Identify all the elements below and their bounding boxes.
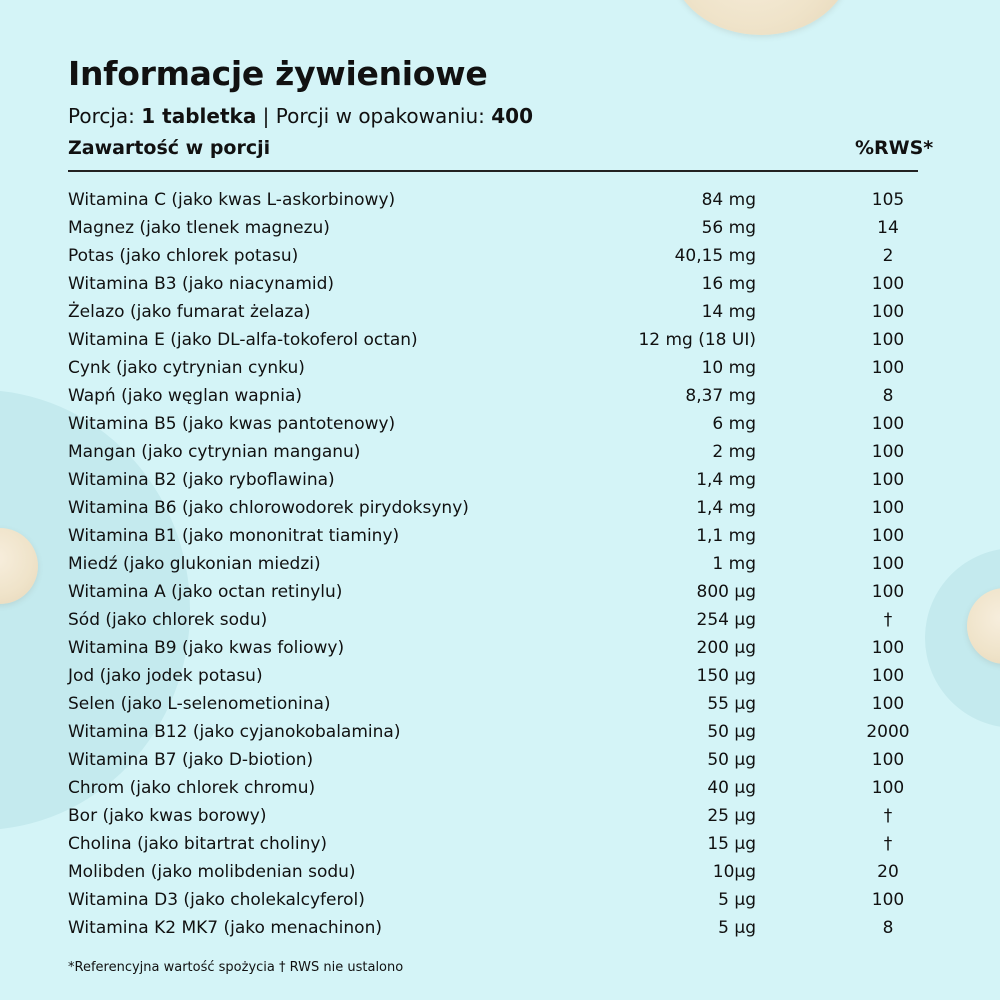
nutrient-row: [68, 326, 918, 354]
nutrient-name: Molibden (jako molibdenian sodu): [68, 862, 356, 882]
nutrient-name: Magnez (jako tlenek magnezu): [68, 218, 330, 238]
nutrient-amount: 254 µg: [696, 610, 756, 630]
nutrient-rws: 100: [871, 554, 905, 574]
nutrient-name: Miedź (jako glukonian miedzi): [68, 554, 321, 574]
nutrient-row: [68, 606, 918, 634]
nutrient-rws: 8: [882, 386, 894, 406]
nutrient-amount: 40,15 mg: [674, 246, 756, 266]
nutrient-row: [68, 914, 918, 942]
nutrient-row: [68, 634, 918, 662]
nutrient-name: Witamina B2 (jako ryboflawina): [68, 470, 335, 490]
nutrient-amount: 10 mg: [701, 358, 756, 378]
nutrient-rws: 8: [882, 918, 894, 938]
nutrient-rws: 100: [871, 330, 905, 350]
nutrient-amount: 25 µg: [707, 806, 756, 826]
serving-value: 1 tabletka: [141, 104, 257, 128]
nutrient-name: Chrom (jako chlorek chromu): [68, 778, 316, 798]
nutrient-row: [68, 774, 918, 802]
nutrient-row: [68, 214, 918, 242]
nutrient-amount: 50 µg: [707, 722, 756, 742]
nutrient-row: [68, 578, 918, 606]
nutrient-rws: 100: [871, 778, 905, 798]
nutrient-rws: 100: [871, 302, 905, 322]
nutrient-row: [68, 466, 918, 494]
nutrient-name: Cynk (jako cytrynian cynku): [68, 358, 305, 378]
nutrient-rws: 14: [877, 218, 899, 238]
nutrient-rws: 100: [871, 890, 905, 910]
nutrient-row: [68, 354, 918, 382]
nutrient-rws: 2000: [866, 722, 910, 742]
nutrient-row: [68, 550, 918, 578]
nutrient-amount: 15 µg: [707, 834, 756, 854]
nutrient-row: [68, 382, 918, 410]
nutrient-rws: 100: [871, 358, 905, 378]
nutrient-name: Bor (jako kwas borowy): [68, 806, 267, 826]
nutrient-amount: 14 mg: [701, 302, 756, 322]
nutrient-row: [68, 410, 918, 438]
servings-count: 400: [491, 104, 533, 128]
nutrient-amount: 55 µg: [707, 694, 756, 714]
nutrient-row: [68, 298, 918, 326]
nutrient-name: Mangan (jako cytrynian manganu): [68, 442, 361, 462]
nutrient-row: [68, 662, 918, 690]
nutrient-row: [68, 690, 918, 718]
nutrient-name: Witamina B12 (jako cyjanokobalamina): [68, 722, 401, 742]
nutrient-name: Żelazo (jako fumarat żelaza): [68, 302, 311, 322]
nutrient-amount: 150 µg: [696, 666, 756, 686]
column-header-content: Zawartość w porcji: [68, 137, 271, 159]
nutrient-amount: 8,37 mg: [685, 386, 756, 406]
nutrient-amount: 5 µg: [718, 918, 756, 938]
nutrient-amount: 16 mg: [701, 274, 756, 294]
nutrient-name: Wapń (jako węglan wapnia): [68, 386, 303, 406]
nutrient-rws: 20: [877, 862, 899, 882]
nutrient-amount: 5 µg: [718, 890, 756, 910]
nutrient-rws: 100: [871, 526, 905, 546]
header-divider: [68, 170, 918, 172]
nutrient-rws: 100: [871, 274, 905, 294]
nutrient-amount: 1,4 mg: [696, 498, 756, 518]
nutrient-name: Witamina D3 (jako cholekalcyferol): [68, 890, 365, 910]
nutrient-rws: 100: [871, 750, 905, 770]
nutrient-row: [68, 886, 918, 914]
nutrient-name: Witamina B3 (jako niacynamid): [68, 274, 335, 294]
nutrient-rws: 100: [871, 414, 905, 434]
nutrient-name: Witamina C (jako kwas L-askorbinowy): [68, 190, 396, 210]
nutrient-name: Jod (jako jodek potasu): [68, 666, 263, 686]
nutrient-name: Witamina E (jako DL-alfa-tokoferol octan): [68, 330, 418, 350]
nutrient-rws: 2: [882, 246, 894, 266]
nutrient-name: Witamina A (jako octan retinylu): [68, 582, 343, 602]
nutrient-name: Selen (jako L-selenometionina): [68, 694, 331, 714]
nutrient-rws: 100: [871, 694, 905, 714]
column-header-rws: %RWS*: [855, 137, 934, 159]
nutrient-table: [68, 186, 918, 942]
nutrient-row: [68, 242, 918, 270]
nutrient-row: [68, 746, 918, 774]
tablet-image-top: [672, 0, 850, 35]
footnote: *Referencyjna wartość spożycia † RWS nie ustalono: [68, 960, 404, 975]
nutrient-rws: 100: [871, 498, 905, 518]
nutrient-amount: 50 µg: [707, 750, 756, 770]
nutrient-row: [68, 802, 918, 830]
nutrient-row: [68, 186, 918, 214]
nutrient-amount: 84 mg: [701, 190, 756, 210]
nutrient-rws: 100: [871, 666, 905, 686]
nutrient-name: Sód (jako chlorek sodu): [68, 610, 268, 630]
nutrient-rws: 100: [871, 582, 905, 602]
nutrient-name: Witamina B7 (jako D-biotion): [68, 750, 314, 770]
serving-separator: | Porcji w opakowaniu:: [256, 104, 492, 128]
nutrient-name: Witamina B1 (jako mononitrat tiaminy): [68, 526, 400, 546]
nutrient-amount: 56 mg: [701, 218, 756, 238]
nutrient-name: Cholina (jako bitartrat choliny): [68, 834, 328, 854]
nutrient-amount: 1 mg: [712, 554, 756, 574]
serving-info: [68, 104, 533, 128]
nutrient-amount: 12 mg (18 UI): [638, 330, 756, 350]
nutrient-rws: †: [883, 806, 893, 826]
nutrient-name: Witamina B5 (jako kwas pantotenowy): [68, 414, 396, 434]
nutrient-rws: 100: [871, 638, 905, 658]
nutrient-row: [68, 438, 918, 466]
nutrient-amount: 6 mg: [712, 414, 756, 434]
nutrient-rws: †: [883, 834, 893, 854]
nutrient-amount: 200 µg: [696, 638, 756, 658]
nutrient-amount: 1,1 mg: [696, 526, 756, 546]
nutrient-rws: 105: [871, 190, 905, 210]
page-title: Informacje żywieniowe: [68, 54, 488, 93]
nutrient-row: [68, 494, 918, 522]
nutrient-amount: 10µg: [712, 862, 756, 882]
nutrient-row: [68, 522, 918, 550]
nutrient-name: Witamina K2 MK7 (jako menachinon): [68, 918, 382, 938]
nutrient-row: [68, 858, 918, 886]
nutrient-amount: 2 mg: [712, 442, 756, 462]
nutrient-name: Witamina B9 (jako kwas foliowy): [68, 638, 345, 658]
nutrient-rws: 100: [871, 442, 905, 462]
serving-prefix: Porcja:: [68, 104, 142, 128]
nutrient-name: Witamina B6 (jako chlorowodorek pirydoksyny): [68, 498, 469, 518]
nutrient-row: [68, 270, 918, 298]
nutrient-amount: 1,4 mg: [696, 470, 756, 490]
nutrient-name: Potas (jako chlorek potasu): [68, 246, 299, 266]
nutrient-rws: †: [883, 610, 893, 630]
nutrient-amount: 800 µg: [696, 582, 756, 602]
nutrient-row: [68, 718, 918, 746]
nutrient-amount: 40 µg: [707, 778, 756, 798]
nutrient-rws: 100: [871, 470, 905, 490]
nutrient-row: [68, 830, 918, 858]
